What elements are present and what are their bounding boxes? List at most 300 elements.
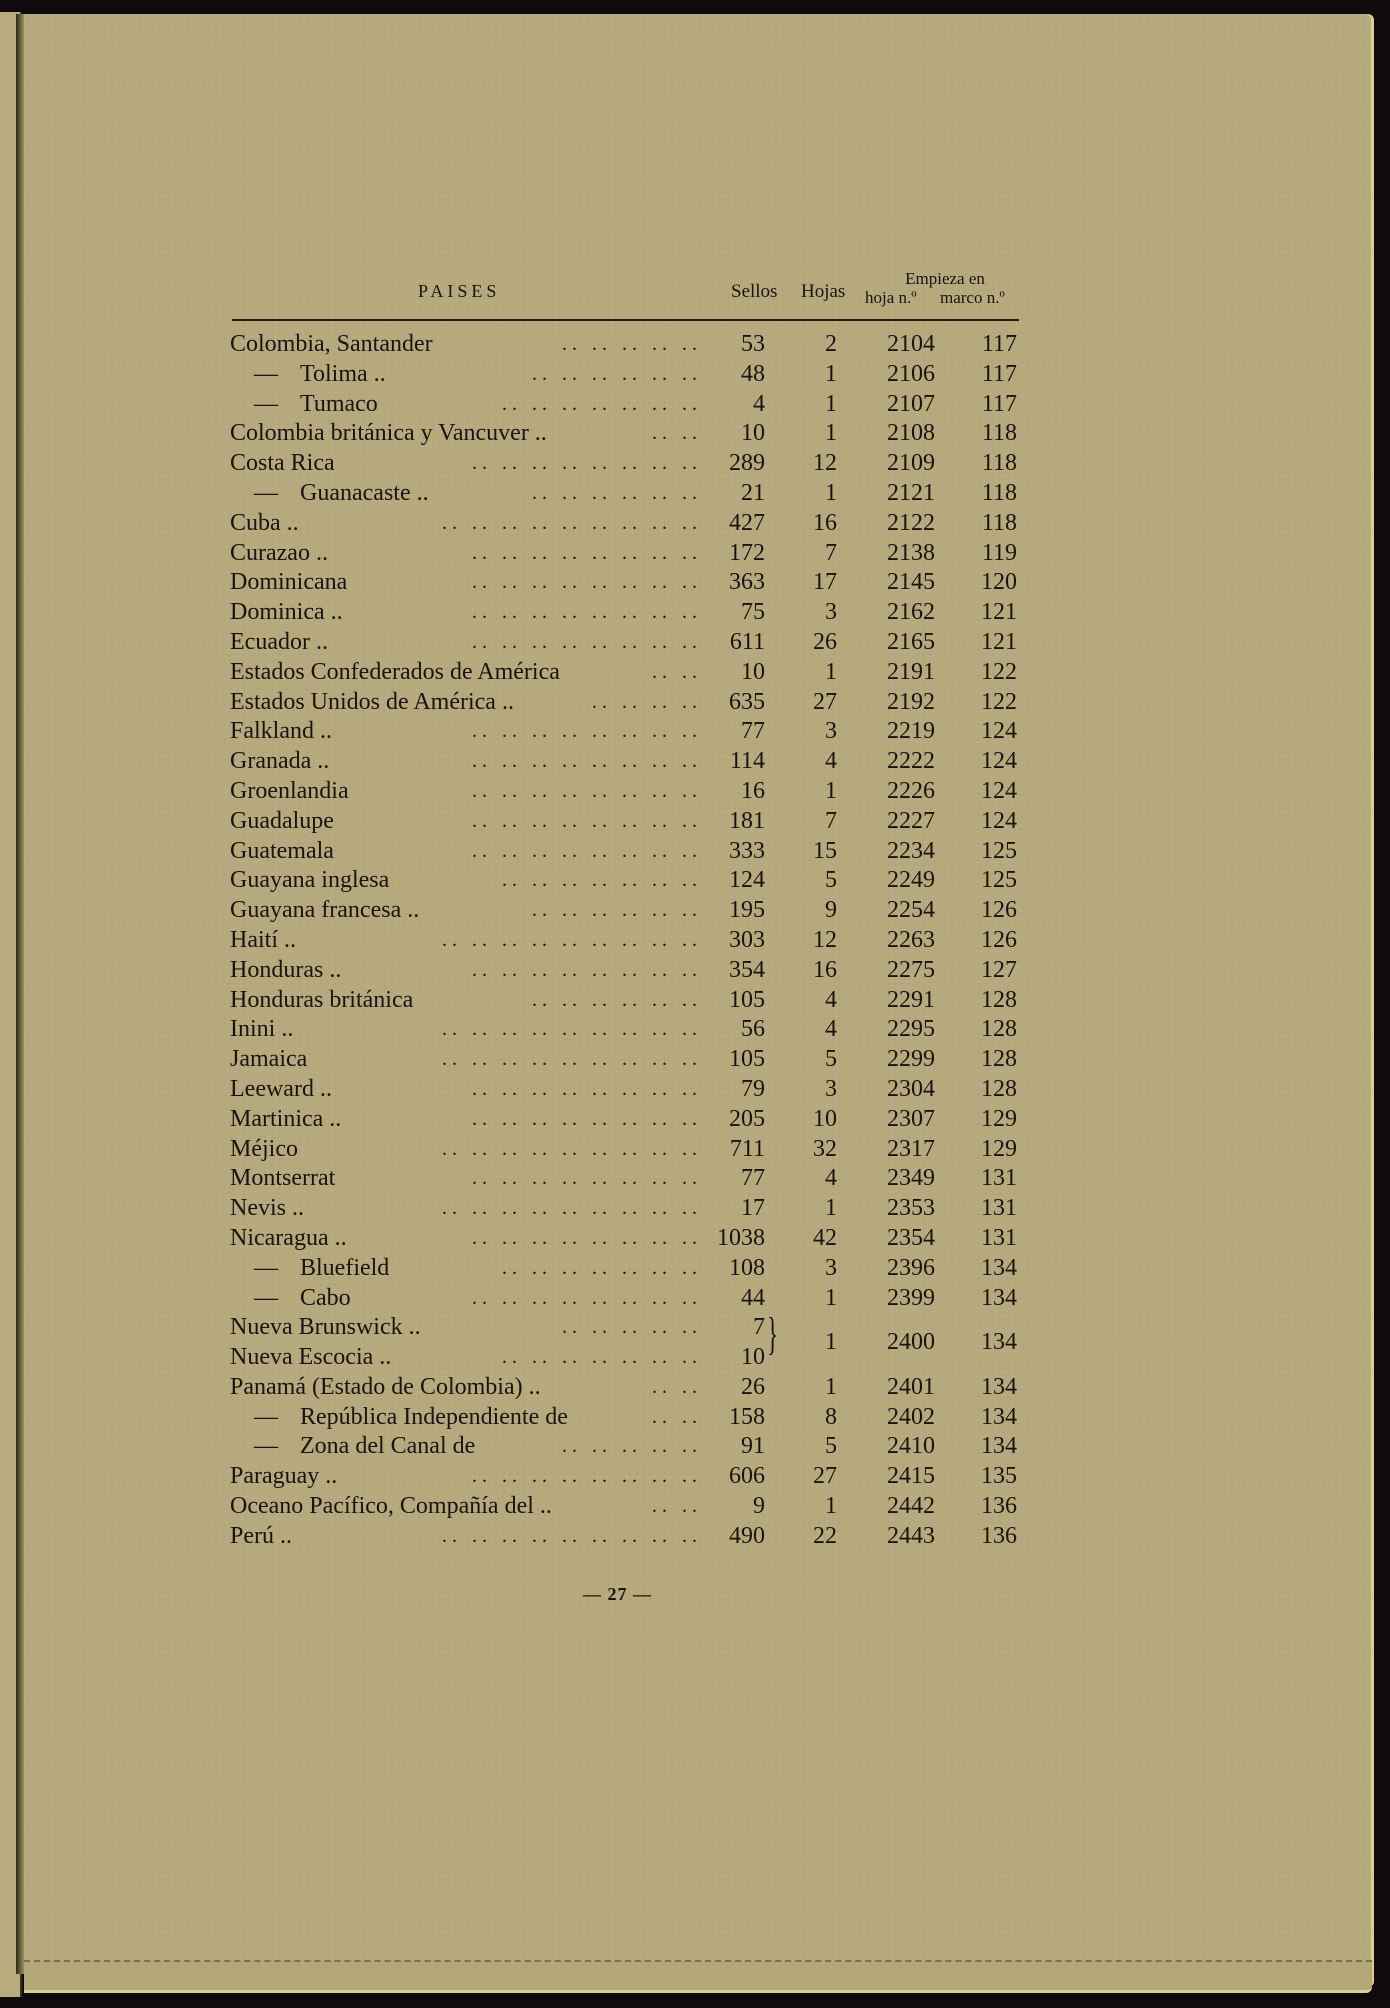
sellos-value: 91 — [741, 1433, 765, 1460]
hoja-number-value: 2399 — [887, 1284, 935, 1311]
sellos-value: 105 — [729, 986, 765, 1013]
table-row — [0, 1462, 1390, 1492]
sellos-value: 181 — [729, 807, 765, 834]
marco-number-value: 117 — [981, 390, 1017, 417]
ditto-dash: — — [254, 1403, 278, 1430]
hojas-value: 4 — [825, 1165, 837, 1192]
leader-dots: .. .. .. .. .. .. .. — [502, 392, 702, 415]
leader-dots: .. .. .. .. .. .. .. .. — [472, 750, 702, 773]
country-name: Leeward .. — [230, 1075, 332, 1102]
hojas-value: 1 — [825, 1284, 837, 1311]
header-sellos: Sellos — [731, 281, 778, 302]
hoja-number-value: 2254 — [887, 897, 935, 924]
hoja-number-value: 2349 — [887, 1165, 935, 1192]
leader-dots: .. .. .. .. .. .. .. .. .. — [442, 1197, 702, 1220]
hojas-value: 32 — [813, 1135, 837, 1162]
hoja-number-value: 2275 — [887, 956, 935, 983]
sellos-value: 205 — [729, 1105, 765, 1132]
sellos-value: 427 — [729, 509, 765, 536]
hojas-value: 4 — [825, 748, 837, 775]
country-name: Cuba .. — [230, 509, 299, 536]
table-row — [0, 568, 1390, 598]
hoja-number-value: 2443 — [887, 1522, 935, 1549]
marco-number-value: 119 — [981, 539, 1017, 566]
hojas-value: 1 — [825, 777, 837, 804]
marco-number-value: 135 — [981, 1463, 1017, 1490]
leader-dots: .. .. — [652, 422, 702, 445]
country-name: Zona del Canal de — [300, 1433, 476, 1460]
table-row — [0, 777, 1390, 807]
sellos-value: 53 — [741, 331, 765, 357]
hojas-value: 1 — [825, 479, 837, 506]
leader-dots: .. .. — [652, 1495, 702, 1518]
table-row — [0, 598, 1390, 628]
country-name: Montserrat — [230, 1165, 336, 1192]
hoja-number-value: 2222 — [887, 748, 935, 775]
leader-dots: .. .. .. .. .. .. — [532, 988, 702, 1011]
sellos-value: 1038 — [717, 1224, 765, 1251]
hoja-number-value: 2353 — [887, 1195, 935, 1222]
sellos-value: 289 — [729, 450, 765, 477]
leader-dots: .. .. .. .. .. .. .. .. .. — [442, 928, 702, 951]
country-name: Curazao .. — [230, 539, 328, 566]
hojas-value: 8 — [825, 1403, 837, 1430]
table-row — [0, 1075, 1390, 1105]
sellos-value: 4 — [753, 390, 765, 417]
hojas-value: 2 — [825, 331, 837, 357]
marco-number-value: 122 — [981, 688, 1017, 715]
table-row — [0, 1224, 1390, 1254]
sellos-value: 354 — [729, 956, 765, 983]
hoja-number-value: 2122 — [887, 509, 935, 536]
country-name: Cabo — [300, 1284, 351, 1311]
hojas-value: 12 — [813, 450, 837, 477]
header-divider — [232, 319, 1019, 321]
table-row — [0, 1164, 1390, 1194]
leader-dots: .. .. .. .. .. .. .. .. — [472, 452, 702, 475]
country-name: Méjico — [230, 1135, 298, 1162]
table-row — [0, 956, 1390, 986]
sellos-value: 56 — [741, 1016, 765, 1043]
table-row — [0, 837, 1390, 867]
country-name: Guanacaste .. — [300, 479, 429, 506]
table-row — [0, 1015, 1390, 1045]
leader-dots: .. .. .. .. .. .. .. .. — [472, 571, 702, 594]
marco-number-value: 134 — [981, 1254, 1017, 1281]
hojas-value: 12 — [813, 926, 837, 953]
marco-number-value: 117 — [981, 360, 1017, 387]
hoja-number-value: 2162 — [887, 599, 935, 626]
header-marco-n: marco n.º — [940, 288, 1005, 307]
hojas-value: 5 — [825, 1433, 837, 1460]
table-row — [0, 866, 1390, 896]
stamp-table — [0, 330, 1390, 1552]
leader-dots: .. .. .. .. .. .. .. .. .. — [442, 1137, 702, 1160]
table-row — [0, 1105, 1390, 1135]
grouped-hojas-value: 1 — [825, 1329, 837, 1356]
marco-number-value: 131 — [981, 1195, 1017, 1222]
hojas-value: 27 — [813, 688, 837, 715]
table-row — [0, 986, 1390, 1016]
hoja-number-value: 2317 — [887, 1135, 935, 1162]
country-name: Oceano Pacífico, Compañía del .. — [230, 1493, 552, 1520]
sellos-value: 172 — [729, 539, 765, 566]
ditto-dash: — — [254, 390, 278, 417]
hoja-number-value: 2415 — [887, 1463, 935, 1490]
table-row — [0, 539, 1390, 569]
marco-number-value: 127 — [981, 956, 1017, 983]
leader-dots: .. .. .. .. .. .. .. .. — [472, 1226, 702, 1249]
hojas-value: 10 — [813, 1105, 837, 1132]
sellos-value: 7 — [753, 1314, 765, 1341]
table-row — [0, 1492, 1390, 1522]
hojas-value: 26 — [813, 628, 837, 655]
country-name: Nueva Brunswick .. — [230, 1314, 421, 1341]
hojas-value: 5 — [825, 1046, 837, 1073]
table-row — [0, 1135, 1390, 1165]
table-row — [0, 360, 1390, 390]
hojas-value: 3 — [825, 718, 837, 745]
leader-dots: .. .. — [652, 660, 702, 683]
page-stack-edge — [24, 1960, 1372, 1993]
table-row — [0, 747, 1390, 777]
leader-dots: .. .. .. .. .. .. — [532, 899, 702, 922]
marco-number-value: 128 — [981, 1046, 1017, 1073]
grouped-marco-number-value: 134 — [981, 1329, 1017, 1356]
sellos-value: 9 — [753, 1493, 765, 1520]
marco-number-value: 134 — [981, 1403, 1017, 1430]
leader-dots: .. .. .. .. .. .. .. — [502, 1346, 702, 1369]
country-name: Tumaco — [300, 390, 378, 417]
header-empieza-en: Empieza en — [905, 269, 985, 288]
sellos-value: 17 — [741, 1195, 765, 1222]
country-name: Colombia, Santander — [230, 331, 433, 357]
hoja-number-value: 2138 — [887, 539, 935, 566]
hojas-value: 42 — [813, 1224, 837, 1251]
hoja-number-value: 2219 — [887, 718, 935, 745]
country-name: Inini .. — [230, 1016, 294, 1043]
hoja-number-value: 2263 — [887, 926, 935, 953]
header-hojas: Hojas — [801, 281, 846, 302]
hojas-value: 9 — [825, 897, 837, 924]
country-name: Dominica .. — [230, 599, 343, 626]
country-name: Bluefield — [300, 1254, 390, 1281]
leader-dots: .. .. — [652, 1405, 702, 1428]
sellos-value: 606 — [729, 1463, 765, 1490]
leader-dots: .. .. .. .. .. .. .. .. — [472, 839, 702, 862]
marco-number-value: 118 — [981, 420, 1017, 447]
country-name: República Independiente de — [300, 1403, 568, 1430]
sellos-value: 75 — [741, 599, 765, 626]
hoja-number-value: 2191 — [887, 658, 935, 685]
leader-dots: .. .. .. .. .. .. .. .. — [472, 1465, 702, 1488]
leader-dots: .. .. .. .. .. .. — [532, 481, 702, 504]
marco-number-value: 128 — [981, 1016, 1017, 1043]
hojas-value: 1 — [825, 420, 837, 447]
marco-number-value: 117 — [981, 331, 1017, 357]
hoja-number-value: 2107 — [887, 390, 935, 417]
marco-number-value: 126 — [981, 926, 1017, 953]
hojas-value: 27 — [813, 1463, 837, 1490]
country-name: Paraguay .. — [230, 1463, 338, 1490]
marco-number-value: 124 — [981, 777, 1017, 804]
hojas-value: 17 — [813, 569, 837, 596]
hoja-number-value: 2121 — [887, 479, 935, 506]
leader-dots: .. .. .. .. .. .. .. .. — [472, 1286, 702, 1309]
marco-number-value: 125 — [981, 837, 1017, 864]
sellos-value: 77 — [741, 718, 765, 745]
hojas-value: 4 — [825, 986, 837, 1013]
country-name: Ecuador .. — [230, 628, 328, 655]
marco-number-value: 124 — [981, 748, 1017, 775]
marco-number-value: 134 — [981, 1284, 1017, 1311]
table-row — [0, 1432, 1390, 1462]
marco-number-value: 121 — [981, 599, 1017, 626]
leader-dots: .. .. .. .. .. .. .. .. — [472, 601, 702, 624]
hoja-number-value: 2396 — [887, 1254, 935, 1281]
country-name: Nueva Escocia .. — [230, 1344, 392, 1371]
table-row — [0, 1045, 1390, 1075]
leader-dots: .. .. .. .. .. .. .. .. — [472, 1167, 702, 1190]
leader-dots: .. .. .. .. — [592, 690, 702, 713]
marco-number-value: 129 — [981, 1105, 1017, 1132]
marco-number-value: 122 — [981, 658, 1017, 685]
marco-number-value: 136 — [981, 1522, 1017, 1549]
hoja-number-value: 2108 — [887, 420, 935, 447]
hoja-number-value: 2234 — [887, 837, 935, 864]
marco-number-value: 128 — [981, 1075, 1017, 1102]
hojas-value: 4 — [825, 1016, 837, 1043]
hoja-number-value: 2227 — [887, 807, 935, 834]
hojas-value: 3 — [825, 599, 837, 626]
marco-number-value: 134 — [981, 1433, 1017, 1460]
sellos-value: 195 — [729, 897, 765, 924]
sellos-value: 105 — [729, 1046, 765, 1073]
table-row — [0, 1403, 1390, 1433]
sellos-value: 10 — [741, 420, 765, 447]
hojas-value: 15 — [813, 837, 837, 864]
leader-dots: .. .. .. .. .. .. .. .. — [472, 1107, 702, 1130]
sellos-value: 77 — [741, 1165, 765, 1192]
hoja-number-value: 2109 — [887, 450, 935, 477]
leader-dots: .. .. .. .. .. .. .. .. .. — [442, 1018, 702, 1041]
hoja-number-value: 2165 — [887, 628, 935, 655]
table-row — [0, 1254, 1390, 1284]
hojas-value: 5 — [825, 867, 837, 894]
table-row — [0, 330, 1390, 360]
country-name: Jamaica — [230, 1046, 308, 1073]
leader-dots: .. .. .. .. .. — [562, 1435, 702, 1458]
hojas-value: 1 — [825, 390, 837, 417]
country-name: Honduras británica — [230, 986, 414, 1013]
hojas-value: 16 — [813, 956, 837, 983]
marco-number-value: 131 — [981, 1165, 1017, 1192]
country-name: Falkland .. — [230, 718, 332, 745]
marco-number-value: 124 — [981, 718, 1017, 745]
marco-number-value: 120 — [981, 569, 1017, 596]
table-row — [0, 1373, 1390, 1403]
hojas-value: 7 — [825, 539, 837, 566]
country-name: Honduras .. — [230, 956, 342, 983]
leader-dots: .. .. — [652, 1375, 702, 1398]
hoja-number-value: 2307 — [887, 1105, 935, 1132]
country-name: Guadalupe — [230, 807, 334, 834]
leader-dots: .. .. .. .. .. .. .. .. — [472, 958, 702, 981]
table-row — [0, 419, 1390, 449]
country-name: Guatemala — [230, 837, 334, 864]
leader-dots: .. .. .. .. .. — [562, 1316, 702, 1339]
header-hoja-n: hoja n.º — [865, 288, 917, 307]
ditto-dash: — — [254, 1284, 278, 1311]
hoja-number-value: 2145 — [887, 569, 935, 596]
leader-dots: .. .. .. .. .. .. .. .. .. — [442, 1524, 702, 1547]
sellos-value: 44 — [741, 1284, 765, 1311]
grouped-hoja-number-value: 2400 — [887, 1329, 935, 1356]
marco-number-value: 118 — [981, 450, 1017, 477]
country-name: Perú .. — [230, 1522, 292, 1549]
sellos-value: 158 — [729, 1403, 765, 1430]
hojas-value: 22 — [813, 1522, 837, 1549]
page-number: — 27 — — [583, 1584, 652, 1604]
sellos-value: 10 — [741, 658, 765, 685]
leader-dots: .. .. .. .. .. .. .. .. .. — [442, 511, 702, 534]
sellos-value: 635 — [729, 688, 765, 715]
table-row — [0, 449, 1390, 479]
leader-dots: .. .. .. .. .. .. .. — [502, 1256, 702, 1279]
table-row — [0, 390, 1390, 420]
hoja-number-value: 2226 — [887, 777, 935, 804]
hoja-number-value: 2354 — [887, 1224, 935, 1251]
marco-number-value: 118 — [981, 479, 1017, 506]
table-row — [0, 717, 1390, 747]
country-name: Martinica .. — [230, 1105, 342, 1132]
hoja-number-value: 2442 — [887, 1493, 935, 1520]
hoja-number-value: 2401 — [887, 1373, 935, 1400]
table-row — [0, 807, 1390, 837]
marco-number-value: 124 — [981, 807, 1017, 834]
marco-number-value: 121 — [981, 628, 1017, 655]
hojas-value: 7 — [825, 807, 837, 834]
hoja-number-value: 2192 — [887, 688, 935, 715]
sellos-value: 333 — [729, 837, 765, 864]
leader-dots: .. .. .. .. .. .. .. .. — [472, 809, 702, 832]
sellos-value: 611 — [729, 628, 765, 655]
hojas-value: 1 — [825, 1493, 837, 1520]
table-row — [0, 1284, 1390, 1314]
sellos-value: 16 — [741, 777, 765, 804]
hojas-value: 1 — [825, 1373, 837, 1400]
sellos-value: 363 — [729, 569, 765, 596]
hoja-number-value: 2106 — [887, 360, 935, 387]
country-name: Panamá (Estado de Colombia) .. — [230, 1373, 541, 1400]
leader-dots: .. .. .. .. .. .. .. .. — [472, 541, 702, 564]
hojas-value: 16 — [813, 509, 837, 536]
hoja-number-value: 2295 — [887, 1016, 935, 1043]
ditto-dash: — — [254, 479, 278, 506]
country-name: Nevis .. — [230, 1195, 304, 1222]
ditto-dash: — — [254, 360, 278, 387]
hojas-value: 3 — [825, 1075, 837, 1102]
header-paises: PAISES — [418, 281, 501, 301]
sellos-value: 10 — [741, 1344, 765, 1371]
leader-dots: .. .. .. .. .. — [562, 333, 702, 355]
hoja-number-value: 2304 — [887, 1075, 935, 1102]
leader-dots: .. .. .. .. .. .. .. .. — [472, 630, 702, 653]
sellos-value: 79 — [741, 1075, 765, 1102]
hoja-number-value: 2291 — [887, 986, 935, 1013]
sellos-value: 26 — [741, 1373, 765, 1400]
sellos-value: 48 — [741, 360, 765, 387]
sellos-value: 108 — [729, 1254, 765, 1281]
sellos-value: 114 — [729, 748, 765, 775]
hoja-number-value: 2402 — [887, 1403, 935, 1430]
country-name: Nicaragua .. — [230, 1224, 347, 1251]
leader-dots: .. .. .. .. .. .. .. .. — [472, 1077, 702, 1100]
country-name: Guayana inglesa — [230, 867, 390, 894]
marco-number-value: 128 — [981, 986, 1017, 1013]
table-row — [0, 658, 1390, 688]
table-row — [0, 509, 1390, 539]
hoja-number-value: 2104 — [887, 331, 935, 357]
country-name: Estados Unidos de América .. — [230, 688, 514, 715]
sellos-value: 21 — [741, 479, 765, 506]
country-name: Estados Confederados de América — [230, 658, 560, 685]
country-name: Groenlandia — [230, 777, 349, 804]
leader-dots: .. .. .. .. .. .. .. .. — [472, 720, 702, 743]
leader-dots: .. .. .. .. .. .. .. .. — [472, 779, 702, 802]
hoja-number-value: 2249 — [887, 867, 935, 894]
table-row — [0, 628, 1390, 658]
table-row — [0, 1343, 1390, 1373]
leader-dots: .. .. .. .. .. .. .. — [502, 869, 702, 892]
table-row — [0, 896, 1390, 926]
marco-number-value: 125 — [981, 867, 1017, 894]
marco-number-value: 118 — [981, 509, 1017, 536]
country-name: Granada .. — [230, 748, 330, 775]
country-name: Tolima .. — [300, 360, 386, 387]
marco-number-value: 134 — [981, 1373, 1017, 1400]
marco-number-value: 129 — [981, 1135, 1017, 1162]
grouping-brace: } — [767, 1308, 779, 1360]
marco-number-value: 126 — [981, 897, 1017, 924]
ditto-dash: — — [254, 1254, 278, 1281]
hoja-number-value: 2299 — [887, 1046, 935, 1073]
country-name: Colombia británica y Vancuver .. — [230, 420, 547, 447]
leader-dots: .. .. .. .. .. .. — [532, 362, 702, 385]
sellos-value: 124 — [729, 867, 765, 894]
sellos-value: 490 — [729, 1522, 765, 1549]
hoja-number-value: 2410 — [887, 1433, 935, 1460]
country-name: Dominicana — [230, 569, 348, 596]
table-row — [0, 479, 1390, 509]
table-row — [0, 926, 1390, 956]
hojas-value: 3 — [825, 1254, 837, 1281]
country-name: Haití .. — [230, 926, 296, 953]
ditto-dash: — — [254, 1433, 278, 1460]
marco-number-value: 136 — [981, 1493, 1017, 1520]
country-name: Guayana francesa .. — [230, 897, 420, 924]
marco-number-value: 131 — [981, 1224, 1017, 1251]
sellos-value: 711 — [729, 1135, 765, 1162]
table-row — [0, 1522, 1390, 1552]
leader-dots: .. .. .. .. .. .. .. .. .. — [442, 1048, 702, 1071]
country-name: Costa Rica — [230, 450, 335, 477]
table-row — [0, 1194, 1390, 1224]
hojas-value: 1 — [825, 658, 837, 685]
table-row — [0, 688, 1390, 718]
hojas-value: 1 — [825, 1195, 837, 1222]
sellos-value: 303 — [729, 926, 765, 953]
